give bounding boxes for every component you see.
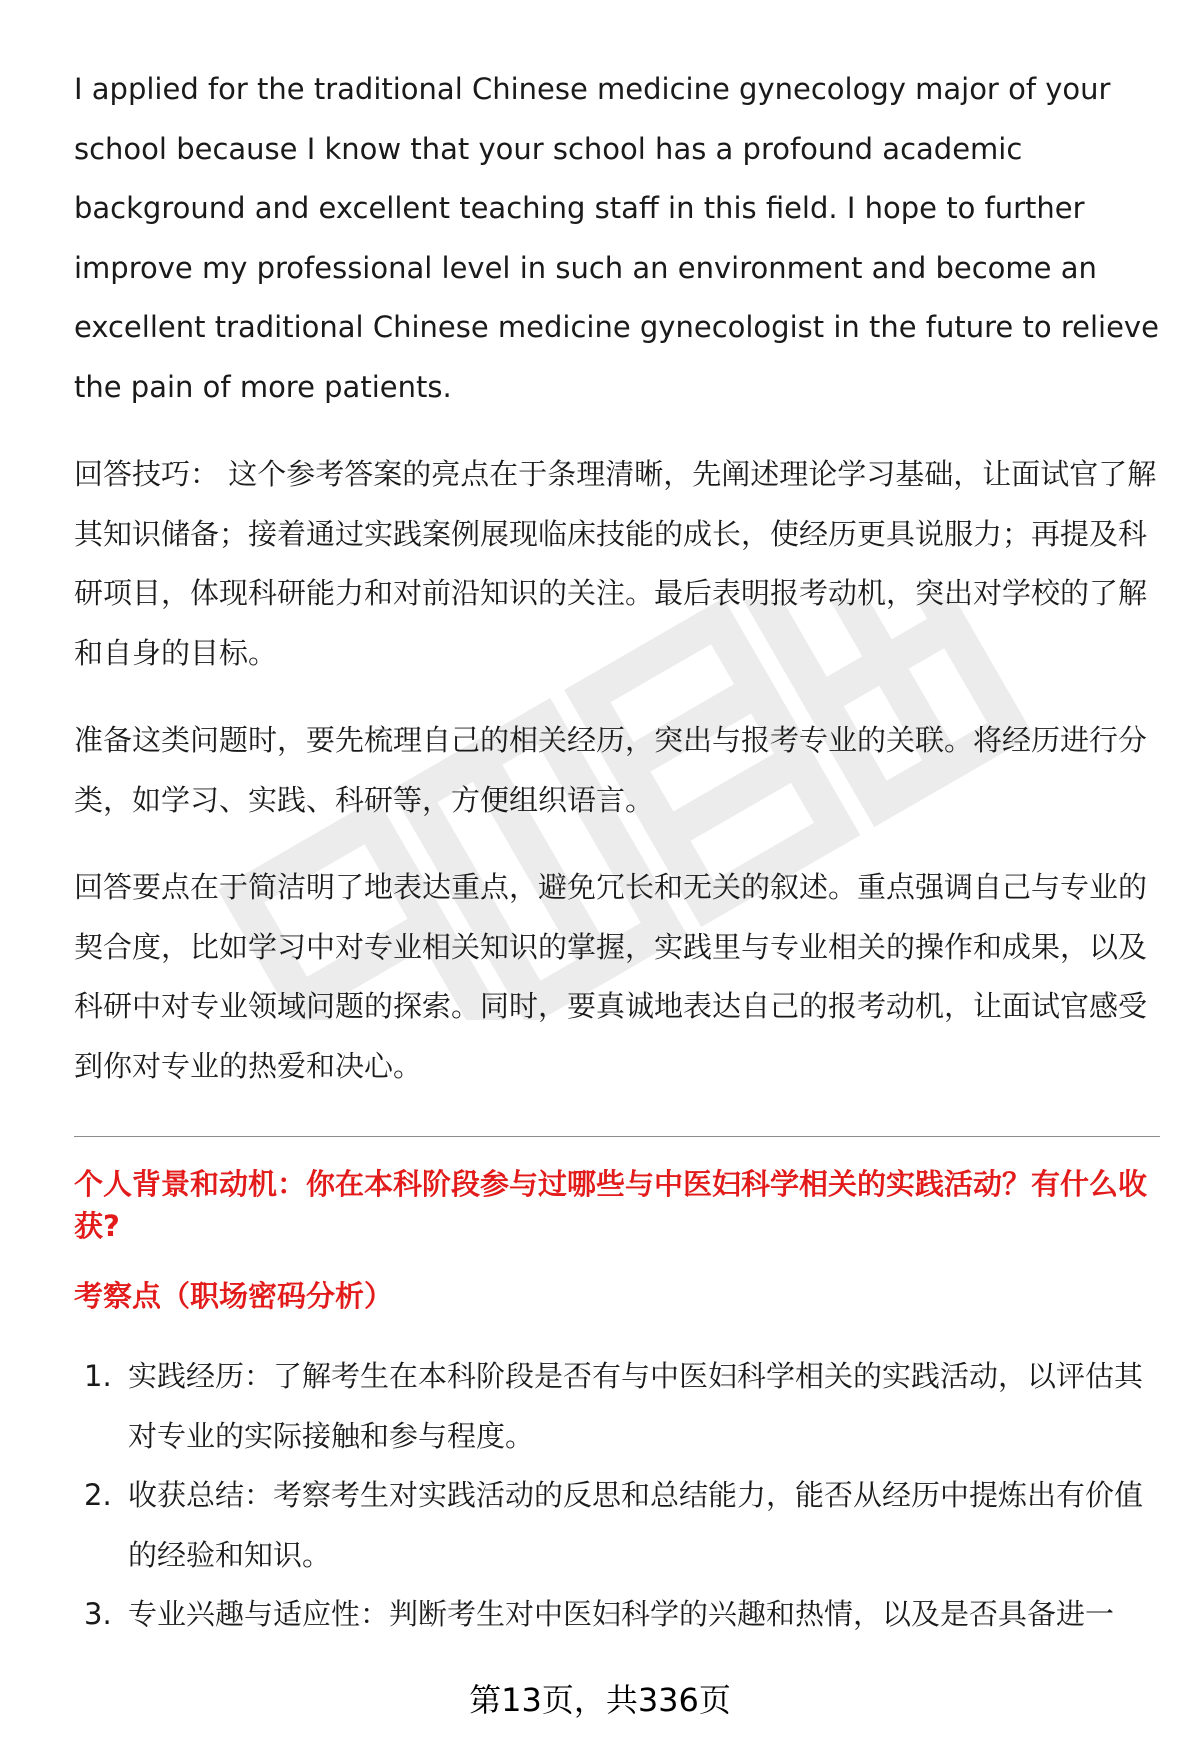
- preparation-paragraph: 准备这类问题时，要先梳理自己的相关经历，突出与报考专业的关联。将经历进行分类，如学习、实践、科研等，方便组织语言。: [74, 723, 1148, 817]
- section-divider: [74, 1136, 1160, 1137]
- question-heading: 个人背景和动机：你在本科阶段参与过哪些与中医妇科学相关的实践活动？有什么收获?: [74, 1167, 1148, 1243]
- assessment-points-list: [74, 1347, 1160, 1645]
- list-item-number: 3.: [84, 1597, 112, 1631]
- document-page: [74, 60, 1160, 1645]
- assessment-points-heading: 考察点（职场密码分析）: [74, 1279, 394, 1313]
- english-answer-paragraph: I applied for the traditional Chinese medicine gynecology major of your school because I know that your school has a profound academic background and excellent teaching staff in this field. I hope to further improve my professional level in such an environment and become an excellent traditional Chinese medicine gynecologist in the future to relieve the pain of more patients.: [74, 72, 1159, 404]
- key-points-paragraph: 回答要点在于简洁明了地表达重点，避免冗长和无关的叙述。重点强调自己与专业的契合度，比如学习中对专业相关知识的掌握，实践里与专业相关的操作和成果，以及科研中对专业领域问题的探索。同时，要真诚地表达自己的报考动机，让面试官感受到你对专业的热爱和决心。: [74, 870, 1148, 1083]
- list-item: [74, 1347, 1160, 1466]
- list-item-number: 2.: [84, 1478, 112, 1512]
- list-item: [74, 1585, 1160, 1645]
- list-item-text: 专业兴趣与适应性：判断考生对中医妇科学的兴趣和热情，以及是否具备进一: [128, 1597, 1115, 1631]
- answer-tips-paragraph: 回答技巧： 这个参考答案的亮点在于条理清晰，先阐述理论学习基础，让面试官了解其知识储备；接着通过实践案例展现临床技能的成长，使经历更具说服力；再提及科研项目，体现科研能力和对前沿知识的关注。最后表明报考动机，突出对学校的了解和自身的目标。: [74, 457, 1157, 670]
- list-item-text: 实践经历：了解考生在本科阶段是否有与中医妇科学相关的实践活动，以评估其对专业的实际接触和参与程度。: [128, 1359, 1144, 1453]
- list-item-text: 收获总结：考察考生对实践活动的反思和总结能力，能否从经历中提炼出有价值的经验和知识。: [128, 1478, 1144, 1572]
- list-item-number: 1.: [84, 1359, 112, 1393]
- list-item: [74, 1466, 1160, 1585]
- page-number-footer: 第13页，共336页: [469, 1681, 731, 1719]
